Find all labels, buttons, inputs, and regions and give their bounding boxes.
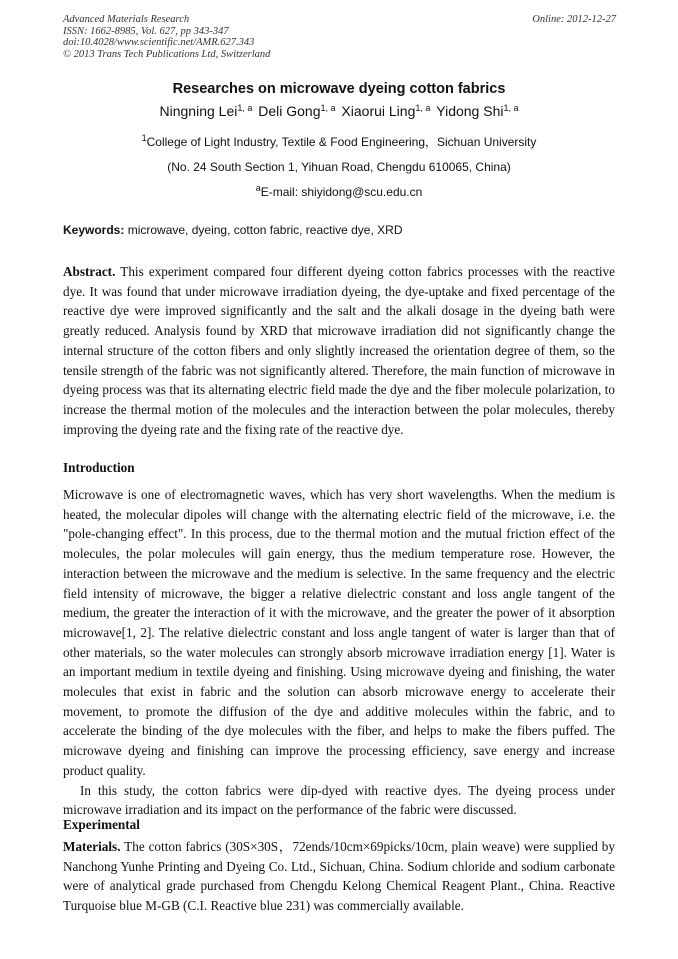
keywords-label: Keywords:: [63, 223, 125, 237]
materials-label: Materials.: [63, 839, 121, 854]
author-sup: 1, a: [503, 103, 519, 113]
author: [160, 103, 253, 119]
author-sup: 1, a: [237, 103, 253, 113]
affiliation-line-1: [0, 133, 678, 150]
introduction-body: [63, 485, 615, 820]
journal-doi: doi:10.4028/www.scientific.net/AMR.627.343: [63, 37, 255, 48]
affiliation-sup: 1: [141, 133, 147, 143]
materials-text: The cotton fabrics (30S×30S，72ends/10cm×69picks/10cm, plain weave) were supplied by Nanchong Yunhe Printing and Dyeing Co. Ltd., Sichuan, China. Sodium chloride and sodium carbonate were of analytical grade purchased from Chengdu Kelong Chemical Reagent Plant., China. Reactive Turquoise blue M-GB (C.I. Reactive blue 231) was commercially available.: [63, 839, 615, 914]
author-name: Ningning Lei: [159, 103, 238, 119]
email-text: E-mail: shiyidong@scu.edu.cn: [260, 185, 423, 199]
online-date: Online: 2012-12-27: [532, 14, 616, 25]
journal-name: Advanced Materials Research: [63, 14, 190, 25]
affiliation-text: College of Light Industry, Textile & Food Engineering，Sichuan University: [146, 135, 537, 149]
author: [436, 103, 518, 119]
author-sup: 1, a: [415, 103, 431, 113]
author-name: Xiaorui Ling: [341, 103, 416, 119]
abstract-label: Abstract.: [63, 264, 116, 279]
keywords: [63, 223, 618, 237]
introduction-paragraph-1: Microwave is one of electromagnetic waves, which has very short wavelengths. When the medium is heated, the molecular dipoles will change with the alternating electric field of the microwave, i.e. the "pole-changing effect". In this process, due to the thermal motion and the mutual friction effect of the molecules, the polar molecules will gain energy, thus the medium temperature rose. However, the interaction between the microwave and the medium is selective. In the same frequency and the electric field intensity of microwave, the bigger a relative dielectric constant and loss angle tangent of the medium, the greater the interaction of it with the microwave, and the greater the power of it absorption microwave[1, 2]. The relative dielectric constant and loss angle tangent of water is larger than that of other materials, so the water molecules can strongly absorb microwave irradiation energy [1]. Water is an important medium in textile dyeing and finishing. Using microwave dyeing and finishing, the water molecules that exist in fabric and the solution can absorb microwave energy to accelerate their movement, to promote the diffusion of the dye and additive molecules within the fabric, and to accelerate the binding of the dye molecules with the fiber, and helps to make the fibers puffed. The microwave dyeing and finishing can improve the processing efficiency, save energy and increase product quality.: [63, 487, 615, 778]
affiliation-line-2: (No. 24 South Section 1, Yihuan Road, Chengdu 610065, China): [167, 160, 511, 174]
journal-copyright: © 2013 Trans Tech Publications Ltd, Switzerland: [63, 48, 271, 60]
abstract-text: This experiment compared four different dyeing cotton fabrics processes with the reactive dye. It was found that under microwave irradiation dyeing, the dye-uptake and fixed percentage of the reactive dye were improved significantly and the salt and the alkali dosage in the dyeing bath were greatly reduced. Analysis found by XRD that microwave irradiation did not significantly change the internal structure of the cotton fibers and only slightly increased the orientation degree of them, so the tensile strength of the fabric was not significantly altered. Therefore, the main function of microwave in dyeing process was that its alternating electric field made the dye and the fiber molecule polarization, to increase the thermal motion of the molecules and the interaction between the polar molecules, thereby improving the dyeing rate and the fixing rate of the reactive dye.: [63, 264, 616, 437]
introduction-paragraph-2: In this study, the cotton fabrics were dip-dyed with reactive dyes. The dyeing process under microwave irradiation and its impact on the performance of the fabric were discussed.: [63, 782, 615, 818]
paper-title: Researches on microwave dyeing cotton fabrics: [172, 81, 506, 97]
email-line: [0, 185, 678, 199]
introduction-heading: Introduction: [63, 460, 135, 475]
email-sup: a: [255, 183, 261, 193]
journal-issn: ISSN: 1662-8985, Vol. 627, pp 343-347: [63, 25, 229, 37]
journal-header: [63, 14, 616, 60]
author-name: Deli Gong: [258, 103, 321, 119]
abstract: [63, 262, 615, 439]
materials-paragraph: [63, 837, 615, 916]
author: [341, 103, 430, 119]
author-list: [0, 103, 678, 119]
experimental-heading: Experimental: [63, 817, 140, 832]
keywords-text: microwave, dyeing, cotton fabric, reactive dye, XRD: [127, 223, 403, 237]
author-name: Yidong Shi: [436, 103, 504, 119]
author: [258, 103, 335, 119]
author-sup: 1, a: [320, 103, 336, 113]
